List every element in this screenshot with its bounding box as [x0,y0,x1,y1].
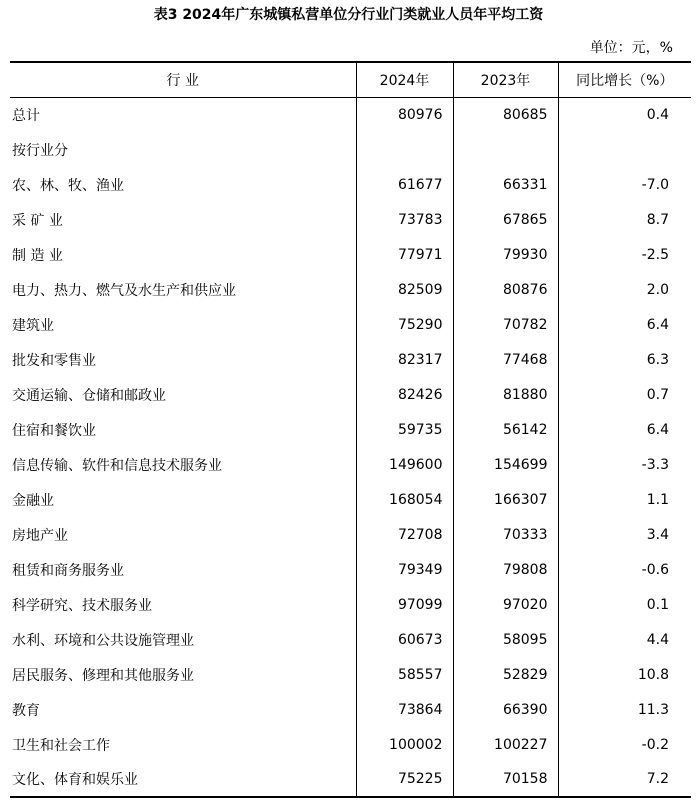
row-value-2024: 73783 [356,202,453,237]
row-industry-name: 农、林、牧、渔业 [12,177,124,194]
row-value-2024: 75290 [356,307,453,342]
table-row [10,587,691,622]
row-industry-name: 卫生和社会工作 [12,737,110,754]
row-value-2023: 70333 [453,517,558,552]
row-industry-name: 金融业 [12,492,54,509]
row-value-2023: 66331 [453,167,558,202]
row-industry-name: 科学研究、技术服务业 [12,597,152,614]
row-growth-rate: 0.1 [558,587,691,622]
row-value-2024: 82426 [356,377,453,412]
table-title: 表3 2024年广东城镇私营单位分行业门类就业人员年平均工资 [153,7,544,23]
table-row [10,237,691,272]
row-growth-rate: 0.7 [558,377,691,412]
unit-label: 单位：元，% [589,40,673,56]
row-value-2023: 81880 [453,377,558,412]
row-growth-rate: -2.5 [558,237,691,272]
row-value-2023: 166307 [453,482,558,517]
row-value-2024: 60673 [356,622,453,657]
header-growth: 同比增长（%） [558,62,691,97]
row-industry-name: 交通运输、仓储和邮政业 [12,387,166,404]
row-industry-name: 电力、热力、燃气及水生产和供应业 [12,282,236,299]
row-industry-name: 信息传输、软件和信息技术服务业 [12,457,222,474]
table-row [10,307,691,342]
row-value-2023: 154699 [453,447,558,482]
table-row [10,727,691,762]
row-value-2023: 80685 [453,97,558,132]
row-value-2023: 80876 [453,272,558,307]
row-growth-rate: 4.4 [558,622,691,657]
row-value-2023: 56142 [453,412,558,447]
table-row [10,692,691,727]
table-row [10,482,691,517]
table-row [10,657,691,692]
row-growth-rate [558,132,691,167]
row-growth-rate: 6.4 [558,412,691,447]
row-industry-name: 总计 [12,107,40,124]
row-growth-rate: 3.4 [558,517,691,552]
table-row [10,97,691,132]
row-value-2024: 97099 [356,587,453,622]
row-value-2024 [356,132,453,167]
row-value-2024: 149600 [356,447,453,482]
table-row [10,132,691,167]
row-value-2023: 58095 [453,622,558,657]
table-row [10,622,691,657]
row-value-2023: 66390 [453,692,558,727]
row-value-2024: 72708 [356,517,453,552]
table-row [10,552,691,587]
row-growth-rate: 10.8 [558,657,691,692]
row-value-2024: 80976 [356,97,453,132]
table-row [10,447,691,482]
row-industry-name: 制 造 业 [12,247,63,264]
row-growth-rate: -7.0 [558,167,691,202]
header-industry: 行 业 [10,62,356,97]
row-value-2024: 82317 [356,342,453,377]
wage-table [10,61,691,798]
row-growth-rate: 1.1 [558,482,691,517]
row-growth-rate: 7.2 [558,762,691,797]
row-value-2024: 82509 [356,272,453,307]
table-row [10,517,691,552]
row-industry-name: 文化、体育和娱乐业 [10,762,356,797]
row-value-2023: 97020 [453,587,558,622]
row-value-2023: 70158 [453,762,558,797]
row-growth-rate: -3.3 [558,447,691,482]
header-row [10,62,691,97]
row-growth-rate: -0.6 [558,552,691,587]
row-industry-name: 水利、环境和公共设施管理业 [12,632,194,649]
table-row [10,342,691,377]
row-growth-rate: 2.0 [558,272,691,307]
header-2023: 2023年 [453,62,558,97]
row-industry-name: 采 矿 业 [12,212,63,229]
table-row [10,202,691,237]
row-growth-rate: 6.4 [558,307,691,342]
row-growth-rate: 6.3 [558,342,691,377]
row-value-2023: 67865 [453,202,558,237]
row-industry-name: 教育 [12,702,40,719]
table-row [10,762,691,797]
row-value-2023: 100227 [453,727,558,762]
row-industry-name: 建筑业 [12,317,54,334]
table-row [10,412,691,447]
row-growth-rate: 11.3 [558,692,691,727]
header-2024: 2024年 [356,62,453,97]
row-growth-rate: 0.4 [558,97,691,132]
table-row [10,377,691,412]
table-row [10,272,691,307]
row-value-2024: 100002 [356,727,453,762]
row-value-2024: 75225 [356,762,453,797]
row-industry-name: 按行业分 [12,142,68,159]
row-value-2024: 61677 [356,167,453,202]
row-industry-name: 房地产业 [12,527,68,544]
row-value-2023: 52829 [453,657,558,692]
row-industry-name: 住宿和餐饮业 [12,422,96,439]
row-value-2023: 79930 [453,237,558,272]
row-value-2024: 168054 [356,482,453,517]
row-value-2024: 73864 [356,692,453,727]
row-value-2023 [453,132,558,167]
row-industry-name: 租赁和商务服务业 [12,562,124,579]
row-growth-rate: 8.7 [558,202,691,237]
row-value-2024: 58557 [356,657,453,692]
row-value-2024: 79349 [356,552,453,587]
row-value-2023: 79808 [453,552,558,587]
table-row [10,167,691,202]
row-value-2024: 59735 [356,412,453,447]
row-value-2023: 70782 [453,307,558,342]
row-growth-rate: -0.2 [558,727,691,762]
row-value-2023: 77468 [453,342,558,377]
row-industry-name: 居民服务、修理和其他服务业 [12,667,194,684]
row-industry-name: 批发和零售业 [12,352,96,369]
row-value-2024: 77971 [356,237,453,272]
